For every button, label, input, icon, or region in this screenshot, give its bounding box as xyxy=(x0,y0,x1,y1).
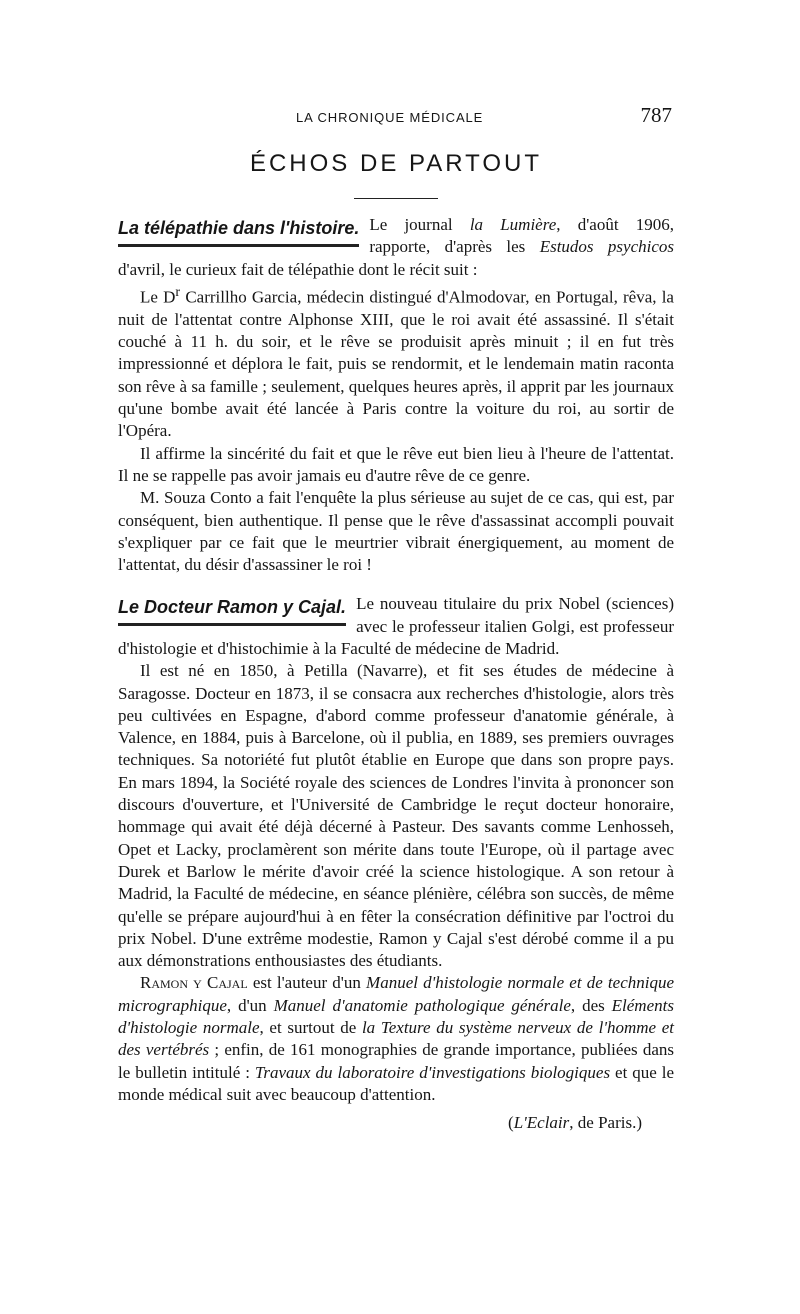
source-citation: (L'Eclair, de Paris.) xyxy=(508,1113,642,1133)
title-rule xyxy=(354,198,438,199)
article-paragraph: Il est né en 1850, à Petilla (Navarre), et fit ses études de médecine à Saragosse. Docteur en 1873, il se consacra aux recherches d'histologie, alors très peu cultivées en Espagne, d'abord comme professeur d'anatomie générale, à Valence, en 1884, puis à Barcelone, où il publia, en 1889, ses premiers ouvrages techniques. Sa notoriété fut plutôt établie en Europe que dans son propre pays. En mars 1894, la Société royale des sciences de Londres l'invita à prononcer son discours d'ouverture, et l'Université de Cambridge le reçut docteur honoraire, hommage qui avait été déjà décerné à Pasteur. Des savants comme Lenhosseh, Opet et Lacky, proclamèrent son mérite dans toute l'Europe, où il partage avec Durek et Barlow le mérite d'avoir créé la science histologique. A son retour à Madrid, la Faculté de médecine, en séance plénière, célébra son succès, de même qu'elle se prépare aujourd'hui à en fêter la consécration définitive par l'octroi du prix Nobel. D'une extrême modestie, Ramon y Cajal s'est dérobé comme il a pu aux démonstrations enthousiastes des étudiants. xyxy=(118,661,674,971)
page-number: 787 xyxy=(640,103,672,127)
article-paragraph: Ramon y Cajal est l'auteur d'un Manuel d'histologie normale et de technique micrographique, d'un Manuel d'anatomie pathologique générale, des Eléments d'histologie normale, et surtout de la Texture du système nerveux de l'homme et des vertébrés ; enfin, de 161 monographies de grande importance, publiées dans le bulletin intitulé : Travaux du laboratoire d'investigations biologiques et que le monde médical suit avec beaucoup d'attention. xyxy=(118,973,675,1104)
article-paragraph: M. Souza Conto a fait l'enquête la plus sérieuse au sujet de ce cas, qui est, par conséquent, bien authentique. Il pense que le rêve d'assassinat accompli pouvait s'expliquer par ce fait que le meurtrier vibrait énergiquement, au moment de l'attentat, du désir d'assassiner le roi ! xyxy=(118,488,674,575)
article-paragraph: Le nouveau titulaire du prix Nobel (sciences) avec le professeur italien Golgi, est professeur d'histologie et d'histochimie à la Faculté de médecine de Madrid. xyxy=(118,594,674,658)
article-paragraph: Le $D^r$ Carrillho Garcia, médecin distingué d'Almodovar, en Portugal, rêva, la nuit de l'attentat contre Alphonse XIII, que le roi avait été assassiné. Il s'était couché à 11 h. du soir, et le rêve se produisit après minuit ; il en fut très impressionné et déplora le fait, puis se rendormit, et le lendemain matin raconta son rêve à sa famille ; seulement, quelques heures après, il apprit par les journaux qu'une bombe avait été lancée à Paris contre la voiture du roi, au sortir de l'Opéra. xyxy=(118,283,674,441)
article-heading: Le Docteur Ramon y Cajal. xyxy=(118,596,346,626)
article-paragraph: Il affirme la sincérité du fait et que le rêve eut bien lieu à l'heure de l'attentat. Il ne se rappelle pas avoir jamais eu d'autre rêve de ce genre. xyxy=(118,443,674,485)
running-title: LA CHRONIQUE MÉDICALE xyxy=(296,110,484,125)
article-telepathie xyxy=(118,214,674,576)
article-ramon-y-cajal xyxy=(118,593,674,1134)
article-paragraph: Le journal la Lumière, d'août 1906, rapporte, d'après les Estudos psychicos d'avril, le curieux fait de télépathie dont le récit suit : xyxy=(118,215,674,279)
section-title: ÉCHOS DE PARTOUT xyxy=(249,150,543,177)
journal-page xyxy=(118,100,674,1135)
page-header xyxy=(118,100,674,136)
article-heading: La télépathie dans l'histoire. xyxy=(118,217,359,247)
